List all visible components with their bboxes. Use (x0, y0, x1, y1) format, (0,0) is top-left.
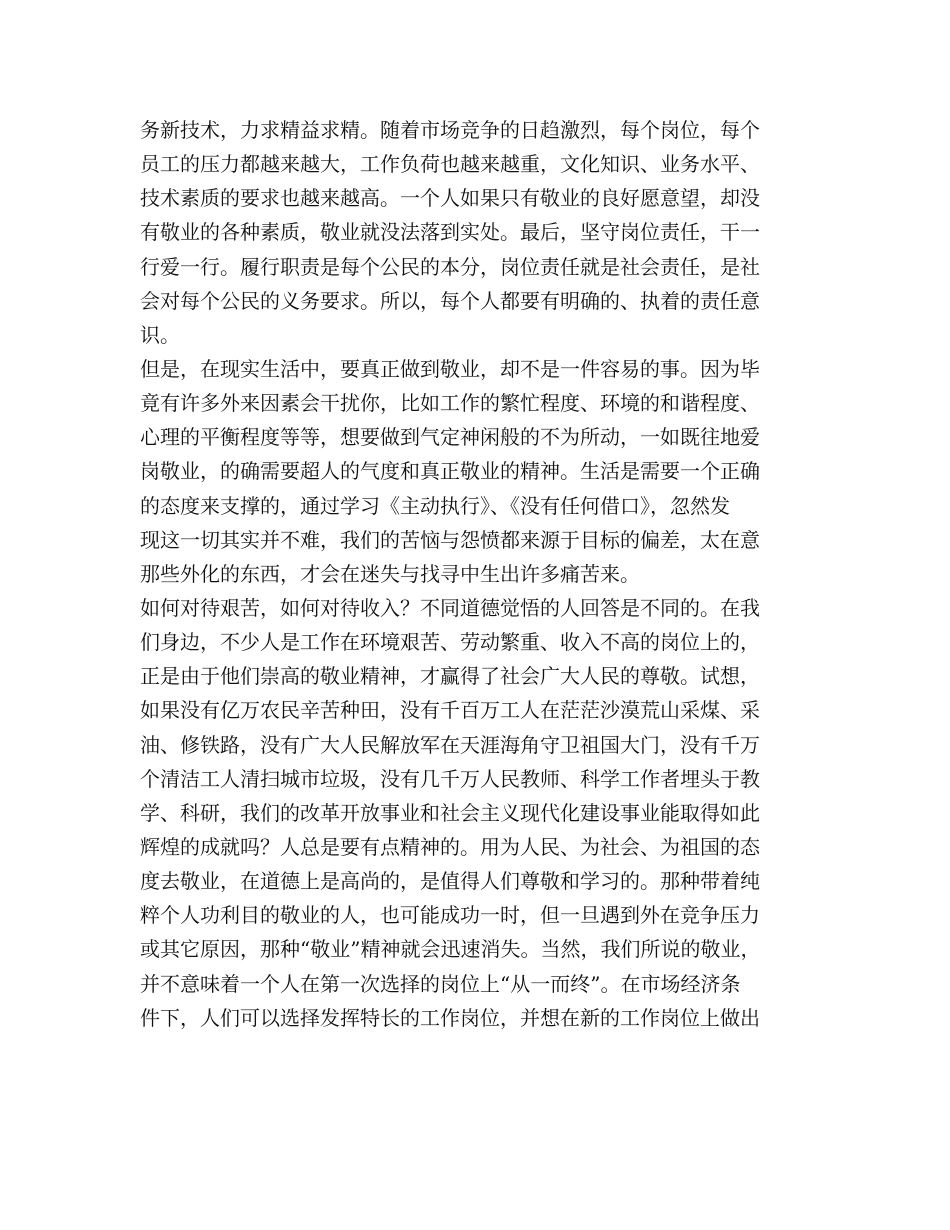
text-line: 学、科研，我们的改革开放事业和社会主义现代化建设事业能取得如此 (140, 800, 760, 825)
text-line: 现这一切其实并不难，我们的苦恼与怨愤都来源于目标的偏差，太在意 (140, 527, 760, 552)
text-line: 粹个人功利目的敬业的人，也可能成功一时，但一旦遇到外在竞争压力 (140, 903, 760, 928)
text-line: 辉煌的成就吗？人总是要有点精神的。用为人民、为社会、为祖国的态 (140, 834, 760, 859)
text-line: 的态度来支撑的，通过学习《主动执行》、《没有任何借口》，忽然发 (140, 493, 730, 518)
text-line: 识。 (140, 322, 180, 347)
text-line: 技术素质的要求也越来越高。一个人如果只有敬业的良好愿意望，却没 (140, 186, 760, 211)
text-line: 但是，在现实生活中，要真正做到敬业，却不是一件容易的事。因为毕 (140, 356, 760, 381)
text-line: 并不意味着一个人在第一次选择的岗位上“从一而终”。在市场经济条 (140, 971, 741, 996)
text-line: 件下，人们可以选择发挥特长的工作岗位，并想在新的工作岗位上做出 (140, 1005, 760, 1030)
text-line: 心理的平衡程度等等，想要做到气定神闲般的不为所动，一如既往地爱 (140, 425, 760, 450)
text-line: 或其它原因，那种“敬业”精神就会迅速消失。当然，我们所说的敬业， (140, 937, 761, 962)
text-line: 正是由于他们崇高的敬业精神，才赢得了社会广大人民的尊敬。试想， (140, 664, 760, 689)
text-line: 竟有许多外来因素会干扰你，比如工作的繁忙程度、环境的和谐程度、 (140, 391, 760, 416)
text-line: 油、修铁路，没有广大人民解放军在天涯海角守卫祖国大门，没有千万 (140, 732, 760, 757)
text-line: 如何对待艰苦，如何对待收入？不同道德觉悟的人回答是不同的。在我 (140, 595, 760, 620)
text-line: 员工的压力都越来越大，工作负荷也越来越重，文化知识、业务水平、 (140, 152, 760, 177)
text-line: 岗敬业，的确需要超人的气度和真正敬业的精神。生活是需要一个正确 (140, 459, 760, 484)
text-line: 度去敬业，在道德上是高尚的，是值得人们尊敬和学习的。那种带着纯 (140, 869, 760, 894)
text-line: 个清洁工人清扫城市垃圾，没有几千万人民教师、科学工作者埋头于教 (140, 766, 760, 791)
text-line: 如果没有亿万农民辛苦种田，没有千百万工人在茫茫沙漠荒山采煤、采 (140, 698, 760, 723)
text-line: 有敬业的各种素质，敬业就没法落到实处。最后，坚守岗位责任，干一 (140, 220, 760, 245)
text-line: 会对每个公民的义务要求。所以，每个人都要有明确的、执着的责任意 (140, 288, 760, 313)
text-line: 行爱一行。履行职责是每个公民的本分，岗位责任就是社会责任，是社 (140, 254, 760, 279)
text-line: 那些外化的东西，才会在迷失与找寻中生出许多痛苦来。 (140, 561, 640, 586)
text-line: 们身边，不少人是工作在环境艰苦、劳动繁重、收入不高的岗位上的， (140, 630, 760, 655)
text-line: 务新技术，力求精益求精。随着市场竞争的日趋激烈，每个岗位，每个 (140, 118, 760, 142)
body-text (140, 113, 840, 1035)
